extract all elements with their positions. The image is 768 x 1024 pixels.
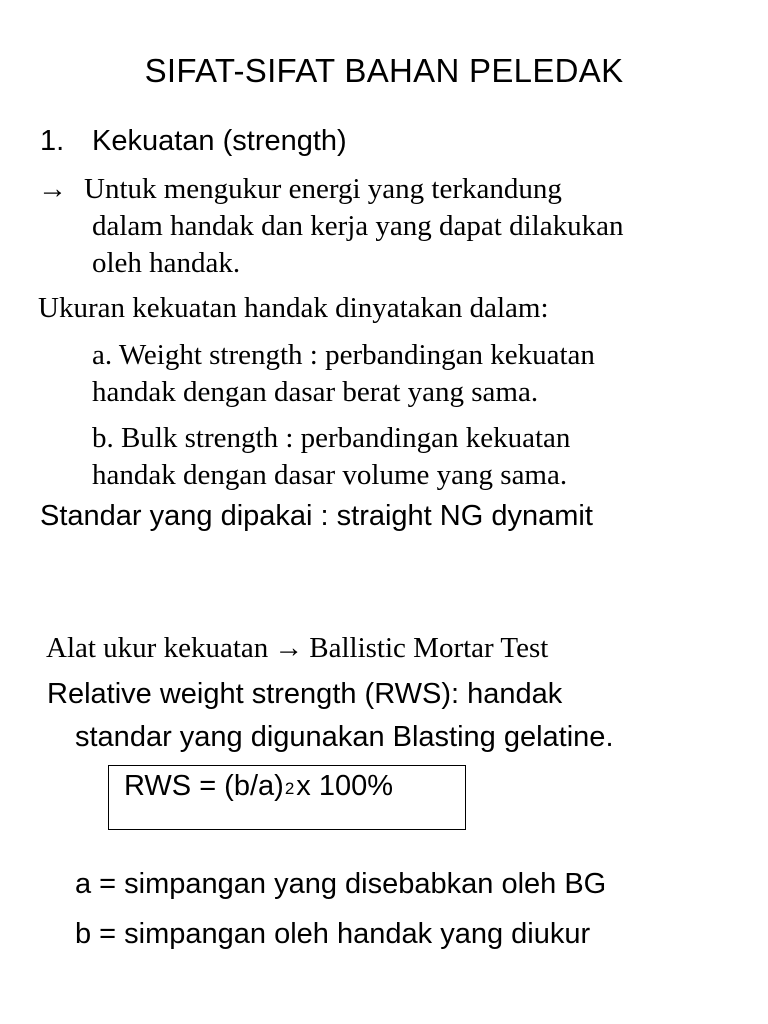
rws-formula (124, 770, 393, 803)
page-title: SIFAT-SIFAT BAHAN PELEDAK (144, 52, 624, 89)
purpose-line: Untuk mengukur energi yang terkandung (84, 173, 562, 205)
purpose-line: dalam handak dan kerja yang dapat dilakukan (92, 210, 624, 242)
measurement-tool-line (46, 632, 548, 665)
purpose-line: oleh handak. (92, 247, 241, 279)
measure-intro: Ukuran kekuatan handak dinyatakan dalam: (38, 292, 549, 324)
formula-exponent: 2 (284, 779, 295, 798)
right-arrow-icon: → (38, 173, 67, 205)
list-item-heading: Kekuatan (strength) (92, 125, 347, 157)
weight-strength-line: a. Weight strength : perbandingan kekuatan (92, 339, 595, 371)
rws-definition-line: standar yang digunakan Blasting gelatine. (75, 721, 614, 753)
right-arrow-icon: → (274, 632, 304, 664)
formula-suffix: x 100% (296, 770, 394, 802)
bulk-strength-line: b. Bulk strength : perbandingan kekuatan (92, 422, 571, 454)
list-item-number: 1. (40, 125, 65, 157)
bulk-strength-line: handak dengan dasar volume yang sama. (92, 459, 568, 491)
variable-definition-b: b = simpangan oleh handak yang diukur (75, 918, 591, 950)
tool-value: Ballistic Mortar Test (309, 632, 549, 664)
weight-strength-line: handak dengan dasar berat yang sama. (92, 376, 539, 408)
standard-statement: Standar yang dipakai : straight NG dynamit (40, 500, 593, 532)
variable-definition-a: a = simpangan yang disebabkan oleh BG (75, 868, 607, 900)
rws-definition-line: Relative weight strength (RWS): handak (47, 678, 563, 710)
tool-label: Alat ukur kekuatan (46, 632, 269, 664)
formula-prefix: RWS = (b/a) (124, 770, 284, 802)
